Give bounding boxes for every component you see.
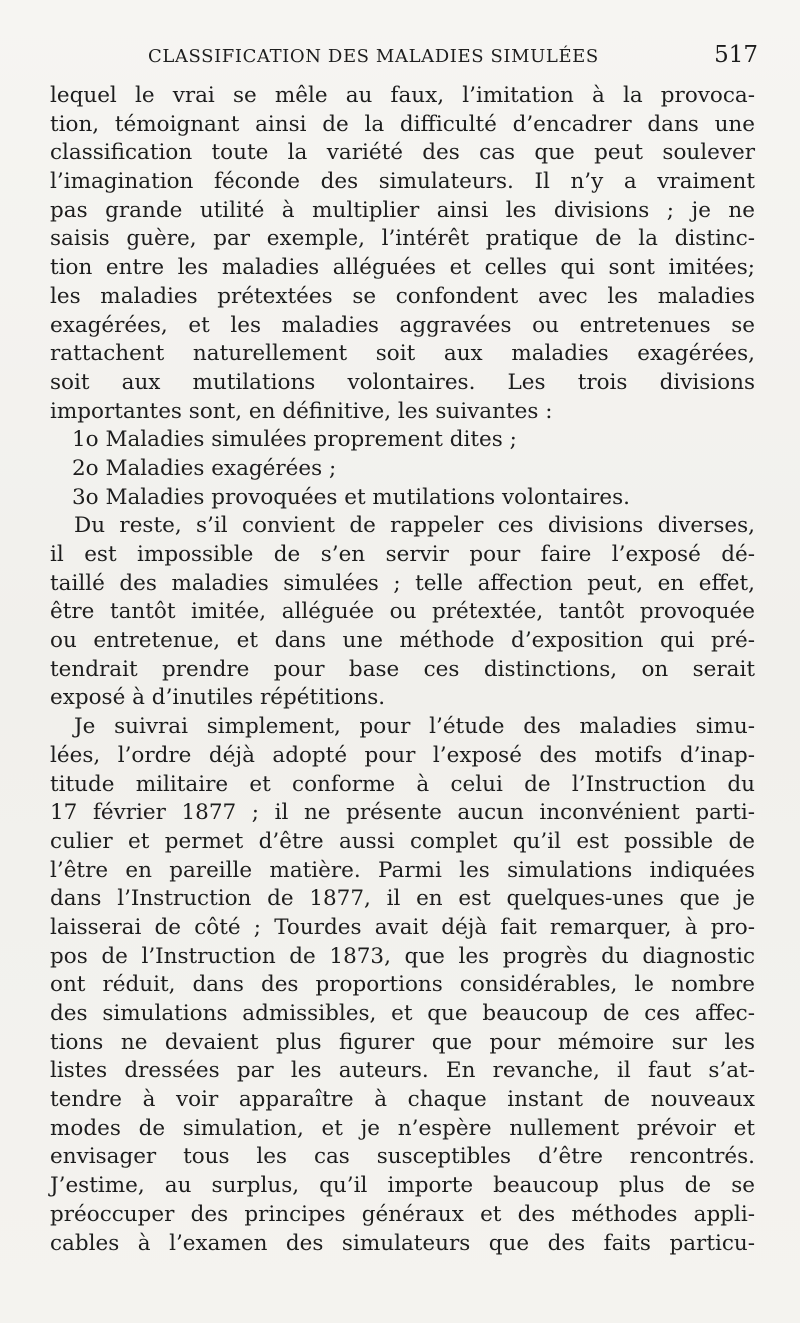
page-number: 517 [714, 42, 758, 68]
running-head [48, 40, 758, 76]
text-line: lées, l’ordre déjà adopté pour l’exposé des motifs d’inap- [50, 742, 755, 768]
text-line: Je suivrai simplement, pour l’étude des maladies simu- [74, 714, 755, 740]
text-line: tions ne devaient plus figurer que pour mémoire sur les [50, 1029, 755, 1055]
text-line: tion, témoignant ainsi de la difficulté d’encadrer dans une [50, 111, 755, 137]
text-line: dans l’Instruction de 1877, il en est quelques-unes que je [50, 886, 755, 912]
text-line: modes de simulation, et je n’espère nullement prévoir et [50, 1115, 755, 1141]
text-line: 17 février 1877 ; il ne présente aucun inconvénient parti- [50, 800, 755, 826]
text-line: Du reste, s’il convient de rappeler ces divisions diverses, [74, 513, 755, 539]
text-line: exposé à d’inutiles répétitions. [50, 685, 386, 711]
text-line: être tantôt imitée, alléguée ou prétextée, tantôt provoquée [50, 599, 755, 625]
text-line: tendre à voir apparaître à chaque instant de nouveaux [50, 1087, 755, 1113]
text-line: exagérées, et les maladies aggravées ou entretenues se [50, 312, 755, 338]
text-line: tendrait prendre pour base ces distinctions, on serait [50, 656, 755, 682]
text-line: ont réduit, dans des proportions considérables, le nombre [50, 972, 755, 998]
text-line: pos de l’Instruction de 1873, que les progrès du diagnostic [50, 943, 755, 969]
text-line: envisager tous les cas susceptibles d’être rencontrés. [50, 1144, 755, 1170]
text-line: laisserai de côté ; Tourdes avait déjà fait remarquer, à pro- [50, 914, 755, 940]
text-line: ou entretenue, et dans une méthode d’exposition qui pré- [50, 628, 755, 654]
text-line: soit aux mutilations volontaires. Les trois divisions [50, 369, 755, 395]
list-item: 2o Maladies exagérées ; [72, 455, 337, 481]
text-line: lequel le vrai se mêle au faux, l’imitation à la provoca- [50, 83, 755, 108]
text-line: l’imagination féconde des simulateurs. Il n’y a vraiment [50, 169, 755, 195]
running-title: CLASSIFICATION DES MALADIES SIMULÉES [148, 46, 599, 67]
text-line: les maladies prétextées se confondent avec les maladies [50, 283, 755, 309]
body-text [50, 82, 755, 1258]
text-line: listes dressées par les auteurs. En revanche, il faut s’at- [50, 1058, 755, 1084]
text-line: importantes sont, en définitive, les suivantes : [50, 398, 553, 424]
text-line: classification toute la variété des cas que peut soulever [50, 140, 755, 166]
list-item: 3o Maladies provoquées et mutilations volontaires. [72, 484, 630, 510]
list-item: 1o Maladies simulées proprement dites ; [72, 427, 517, 453]
text-line: tion entre les maladies alléguées et celles qui sont imitées; [50, 255, 755, 281]
text-line: il est impossible de s’en servir pour faire l’exposé dé- [50, 542, 755, 567]
text-line: des simulations admissibles, et que beaucoup de ces affec- [50, 1001, 755, 1026]
text-line: taillé des maladies simulées ; telle affection peut, en effet, [50, 570, 755, 596]
text-line: titude militaire et conforme à celui de l’Instruction du [50, 771, 755, 797]
text-line: saisis guère, par exemple, l’intérêt pratique de la distinc- [50, 226, 755, 252]
text-line: cables à l’examen des simulateurs que des faits particu- [50, 1230, 755, 1256]
text-line: culier et permet d’être aussi complet qu’il est possible de [50, 828, 755, 854]
text-line: pas grande utilité à multiplier ainsi les divisions ; je ne [50, 197, 755, 223]
text-line: l’être en pareille matière. Parmi les simulations indiquées [50, 857, 755, 883]
text-line: J’estime, au surplus, qu’il importe beaucoup plus de se [50, 1173, 755, 1199]
text-line: rattachent naturellement soit aux maladies exagérées, [50, 341, 755, 367]
text-line: préoccuper des principes généraux et des méthodes appli- [50, 1201, 755, 1227]
